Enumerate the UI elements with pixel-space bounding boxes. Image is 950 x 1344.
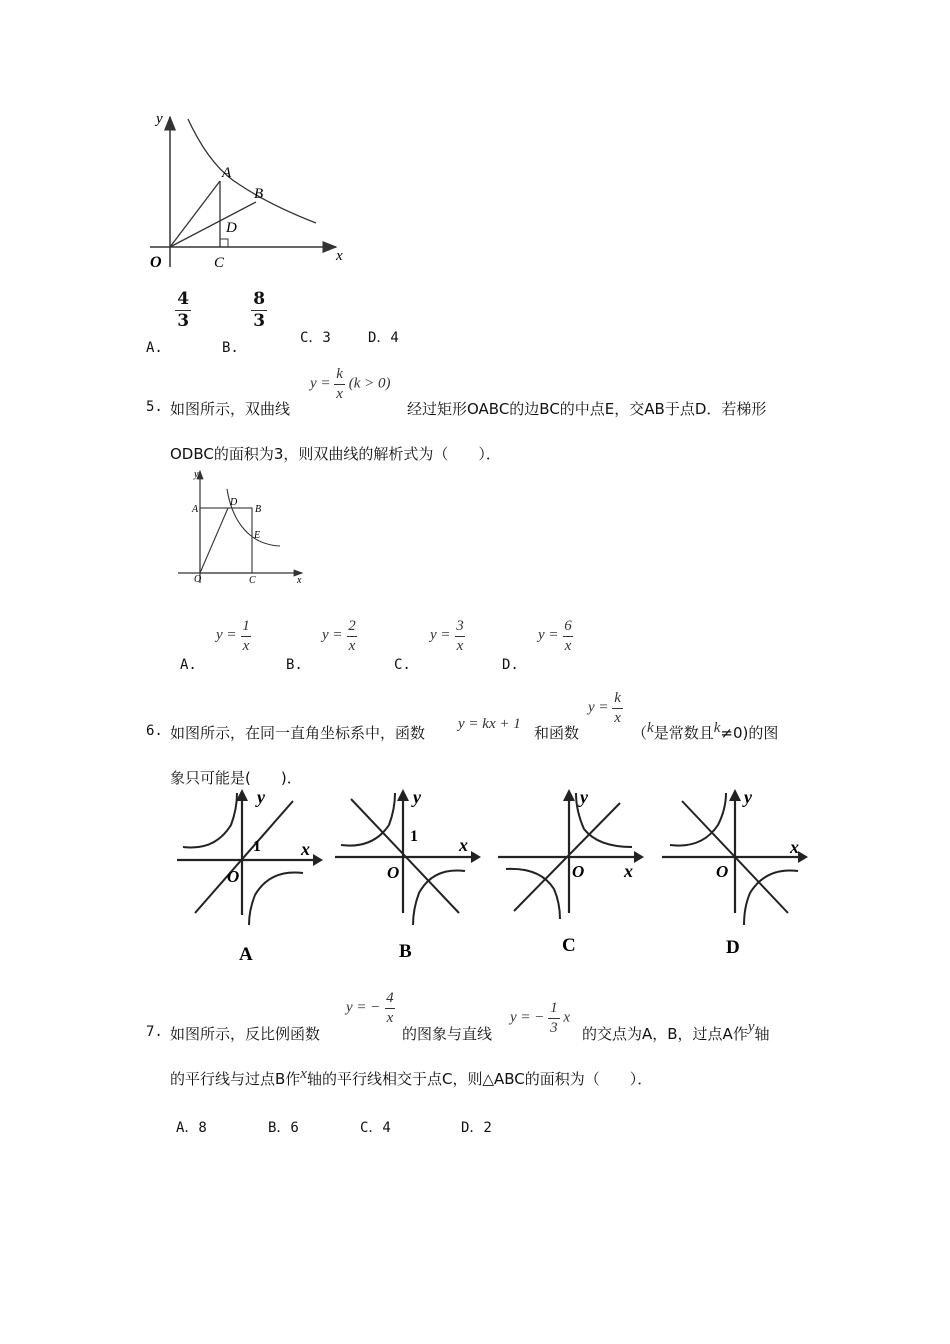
hyperbola-branch-q4 [249,872,303,925]
label-y: y [580,787,588,807]
q5-option-d: D. y = $\frac{6}{x}$ [502,618,572,674]
q7-option-d: D．2 [461,1120,492,1136]
label-E: E [254,530,261,541]
caption-b: B [399,941,412,962]
label-x: x [301,839,310,859]
q7-option-b: B．6 [268,1120,299,1136]
q4-option-d: D．4 [368,330,399,346]
label-O: O [387,863,400,882]
q6-text-before: 如图所示，在同一直角坐标系中，函数 [170,724,426,742]
q7-option-a: A．8 [176,1120,207,1136]
caption-d: D [726,937,740,958]
q4-option-b: B. $\frac{8}{3}$ [222,289,266,357]
label-y: y [194,469,199,480]
caption-a: A [239,944,253,965]
q5-option-c: C. y = $\frac{3}{x}$ [394,618,464,674]
label-B: B [255,504,262,515]
label-O: O [572,862,585,881]
label-x: x [624,861,633,881]
q7-text-before: 如图所示，反比例函数 [170,1025,321,1043]
label-y: y [257,787,265,807]
label-y: y [413,787,421,807]
label-D: D [230,497,238,508]
q5-formula: y = $\frac{k}{x}$ (k > 0) [310,366,391,402]
label-O: O [194,574,202,585]
q5-line2: ODBC的面积为3，则双曲线的解析式为（ ）． [170,445,501,463]
label-x: x [297,575,302,586]
q7-text-after: 的交点为A，B，过点A作y轴 [582,1019,770,1043]
label-D: D [226,220,237,236]
q7-text-mid: 的图象与直线 [402,1025,493,1043]
q6-formula2: y = $\frac{k}{x}$ [588,690,621,726]
label-x: x [459,835,468,855]
line-graph [195,801,293,913]
q5-number: 5. [146,399,163,415]
q7-formula2: y = − $\frac{1}{3}$ x [510,1000,571,1036]
graph-a [175,785,325,965]
label-y: y [744,787,752,807]
hyperbola-branch-q4 [413,870,465,925]
graph-c [496,785,646,965]
q7-number: 7. [146,1024,163,1040]
q6-text-mid: 和函数 [534,724,580,742]
figure-q5 [170,465,315,590]
q6-line2: 象只可能是( )． [170,769,302,787]
segment-OD [200,508,228,573]
q5-text-after: 经过矩形OABC的边BC的中点E，交AB于点D．若梯形 [407,400,767,418]
q7-formula1: y = − $\frac{4}{x}$ [346,990,394,1026]
segment-OA [170,181,220,247]
q7-option-c: C．4 [360,1120,391,1136]
q4-option-a: A. $\frac{4}{3}$ [146,289,190,357]
hyperbola-branch-q3 [506,869,560,919]
hyperbola-branch-q2 [183,793,237,848]
label-A: A [192,504,199,515]
hyperbola-curve [188,119,316,223]
q7-line2: 的平行线与过点B作x轴的平行线相交于点C，则△ABC的面积为（ ）． [170,1066,653,1088]
label-B: B [254,186,264,202]
q6-formula1: y = kx + 1 [458,716,521,732]
q4-option-c: C．3 [300,330,331,346]
q6-condition: （k是常数且k≠0)的图 [632,720,779,742]
label-y: y [156,111,163,127]
q5-option-b: B. y = $\frac{2}{x}$ [286,618,356,674]
label-one: 1 [410,828,418,845]
q4-fraction-b: $\frac{8}{3}$ [253,289,266,331]
label-x: x [336,248,343,264]
graph-b [333,785,483,965]
rectangle-OABC [200,508,252,573]
label-one: 1 [253,838,261,855]
label-A: A [222,165,232,181]
q5-option-a: A. y = $\frac{1}{x}$ [180,618,250,674]
label-O: O [716,862,729,881]
label-C: C [249,575,256,586]
label-O: O [150,254,162,271]
q5-options [180,618,600,674]
q5-text-before: 如图所示，双曲线 [170,400,291,418]
label-C: C [214,255,225,271]
right-angle-mark [220,239,228,247]
q4-fraction-a: $\frac{4}{3}$ [177,289,190,331]
label-x: x [790,837,799,857]
q6-number: 6. [146,723,163,739]
hyperbola-branch-q4 [744,870,798,925]
segment-OB [170,202,256,247]
caption-c: C [562,935,576,956]
graph-d [660,785,810,965]
label-O: O [227,867,240,886]
figure-q4 [140,105,360,275]
